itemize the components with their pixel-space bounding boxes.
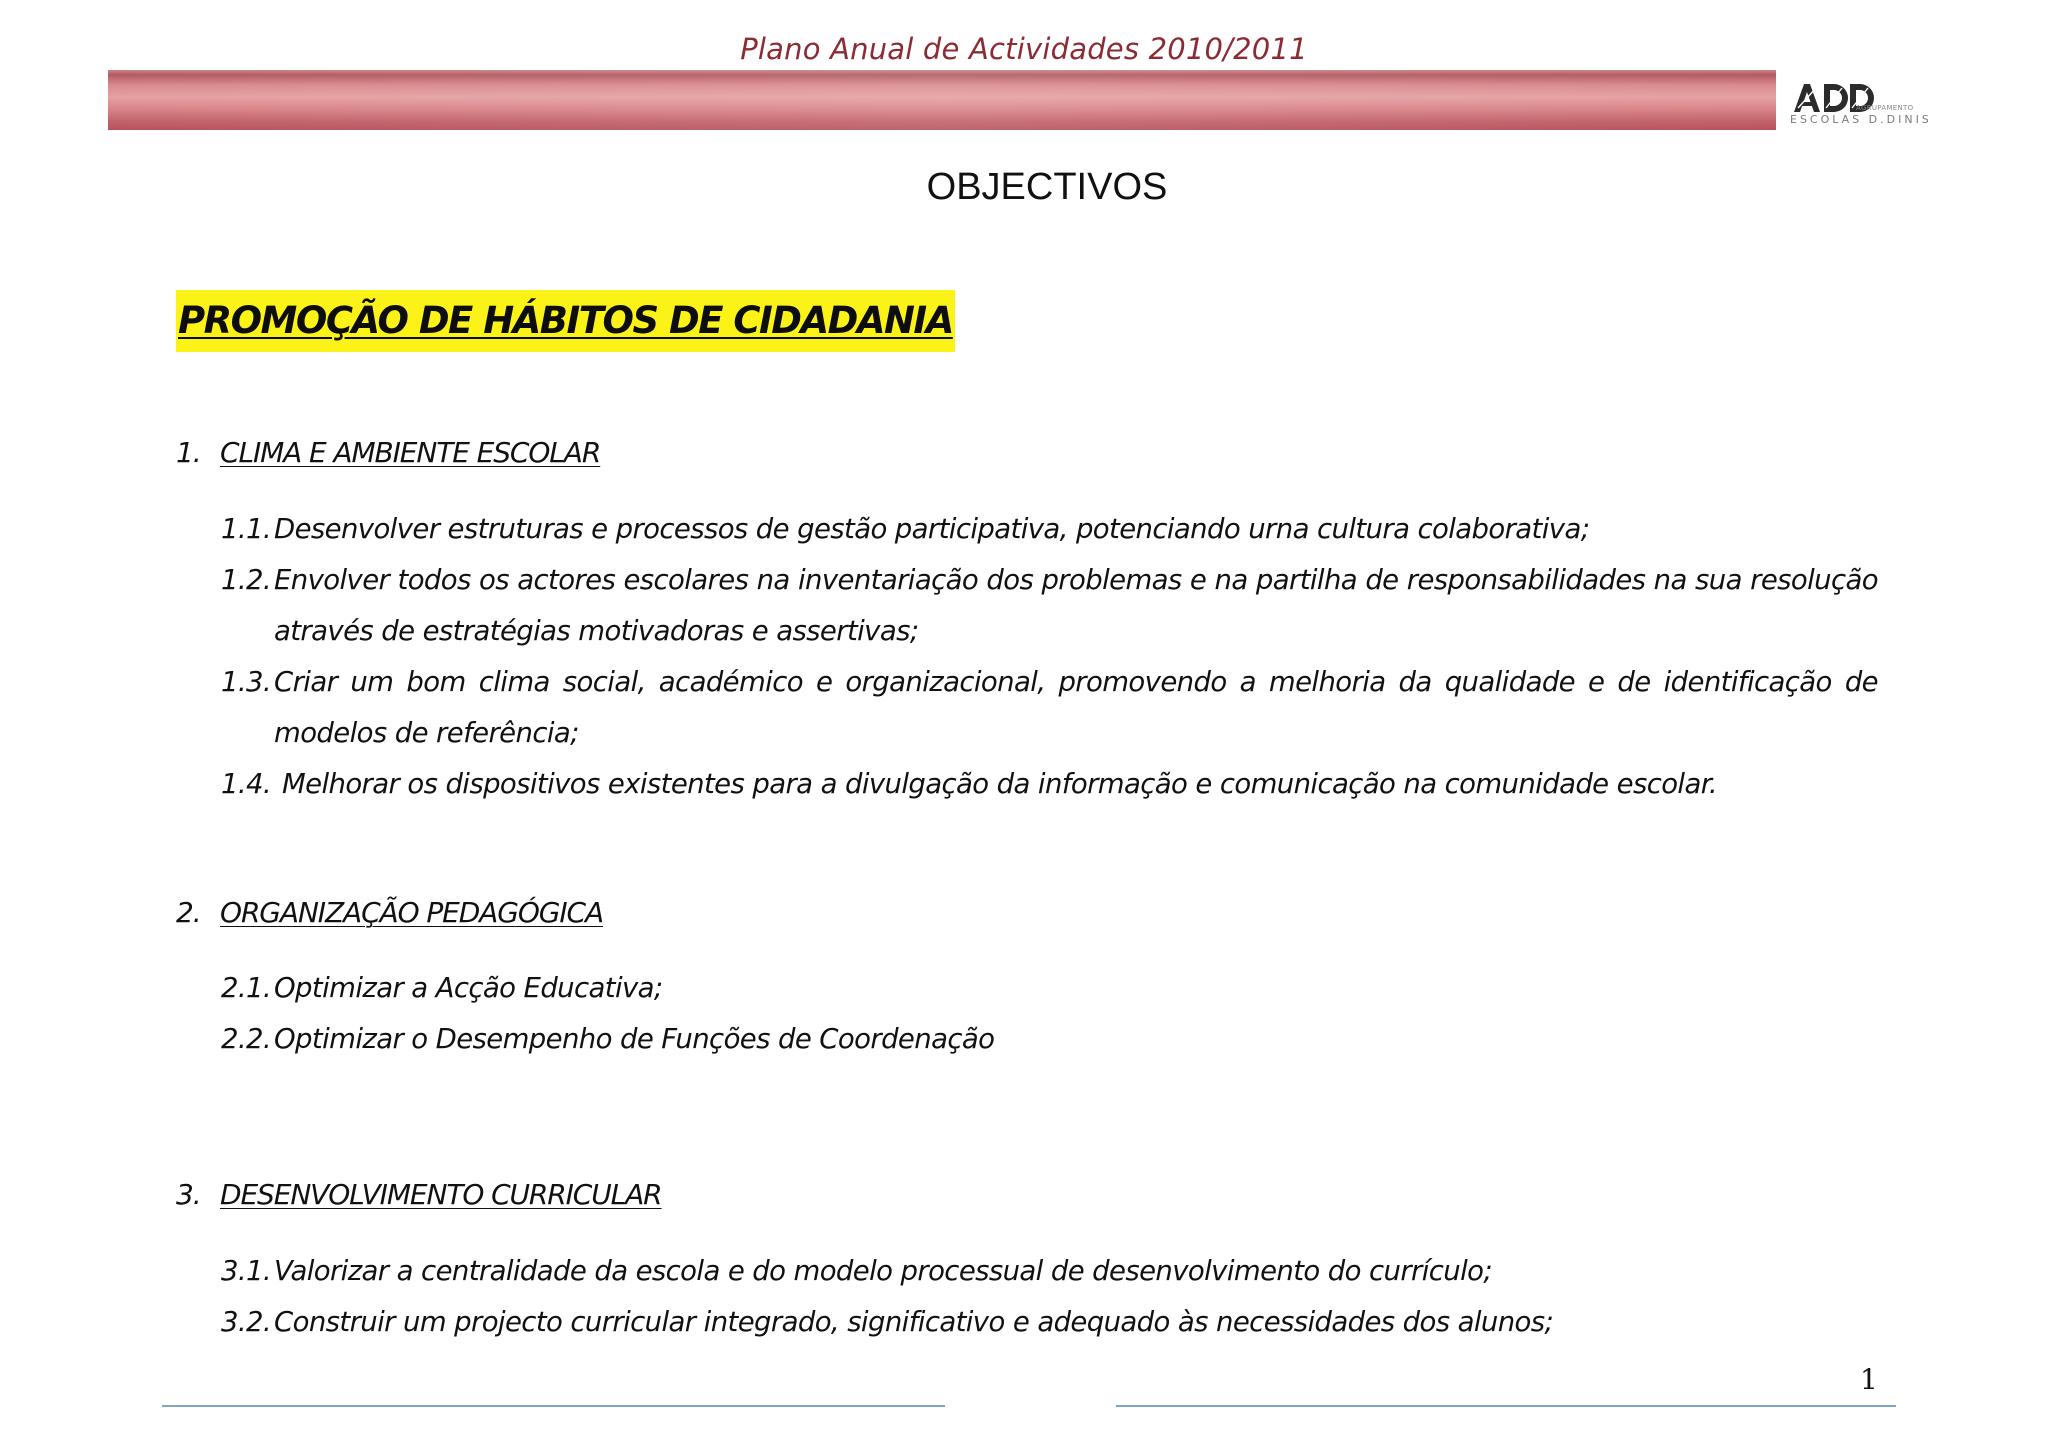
- item-number: 1.4.: [221, 768, 272, 800]
- section-number: 1.: [176, 436, 201, 469]
- list-item: [221, 504, 1878, 555]
- item-text: Criar um bom clima social, académico e organizacional, promovendo a melhoria da qualidade e de identificação de modelos de referência;: [274, 666, 1878, 749]
- item-number: 2.2.: [221, 1023, 272, 1055]
- main-heading: PROMOÇÃO DE HÁBITOS DE CIDADANIA: [176, 290, 955, 352]
- logo-subtitle: ESCOLAS D.DINIS: [1790, 113, 1932, 126]
- item-text: Valorizar a centralidade da escola e do modelo processual de desenvolvimento do currículo;: [274, 1255, 1493, 1287]
- page-number: 1: [1860, 1363, 1878, 1396]
- item-number: 3.2.: [221, 1306, 272, 1338]
- section-title: CLIMA E AMBIENTE ESCOLAR: [220, 436, 601, 469]
- footer-line-right: [1116, 1405, 1896, 1407]
- list-item: [221, 963, 1878, 1014]
- item-text: Envolver todos os actores escolares na inventariação dos problemas e na partilha de responsabilidades na sua resolução através de estratégias motivadoras e assertivas;: [274, 564, 1878, 647]
- list-item: [221, 1014, 1878, 1065]
- item-text: Construir um projecto curricular integrado, significativo e adequado às necessidades dos alunos;: [274, 1306, 1554, 1338]
- list-item: [221, 657, 1878, 759]
- section-title: DESENVOLVIMENTO CURRICULAR: [220, 1178, 662, 1211]
- section-heading: [176, 436, 600, 469]
- item-text: Optimizar a Acção Educativa;: [274, 972, 663, 1004]
- section-heading: [176, 1178, 662, 1211]
- item-text: Optimizar o Desempenho de Funções de Coordenação: [274, 1023, 995, 1055]
- section-title: ORGANIZAÇÃO PEDAGÓGICA: [220, 896, 604, 929]
- list-item: [221, 759, 1878, 810]
- item-number: 3.1.: [221, 1255, 272, 1287]
- item-number: 1.3.: [221, 666, 272, 698]
- item-number: 1.1.: [221, 513, 272, 545]
- item-number: 2.1.: [221, 972, 272, 1004]
- section-number: 2.: [176, 896, 201, 929]
- footer-line-left: [162, 1405, 945, 1407]
- logo-small-text: AGRUPAMENTO: [1856, 104, 1914, 112]
- item-text: Melhorar os dispositivos existentes para a divulgação da informação e comunicação na comunidade escolar.: [282, 768, 1718, 800]
- section-heading: [176, 896, 603, 929]
- item-text: Desenvolver estruturas e processos de gestão participativa, potenciando urna cultura colaborativa;: [274, 513, 1590, 545]
- header-band: [108, 70, 1776, 130]
- list-item: [221, 555, 1878, 657]
- document-title: OBJECTIVOS: [926, 166, 1168, 208]
- list-item: [221, 1246, 1878, 1297]
- list-item: [221, 1297, 1878, 1348]
- item-number: 1.2.: [221, 564, 272, 596]
- header-title: Plano Anual de Actividades 2010/2011: [740, 32, 1308, 66]
- section-number: 3.: [176, 1178, 201, 1211]
